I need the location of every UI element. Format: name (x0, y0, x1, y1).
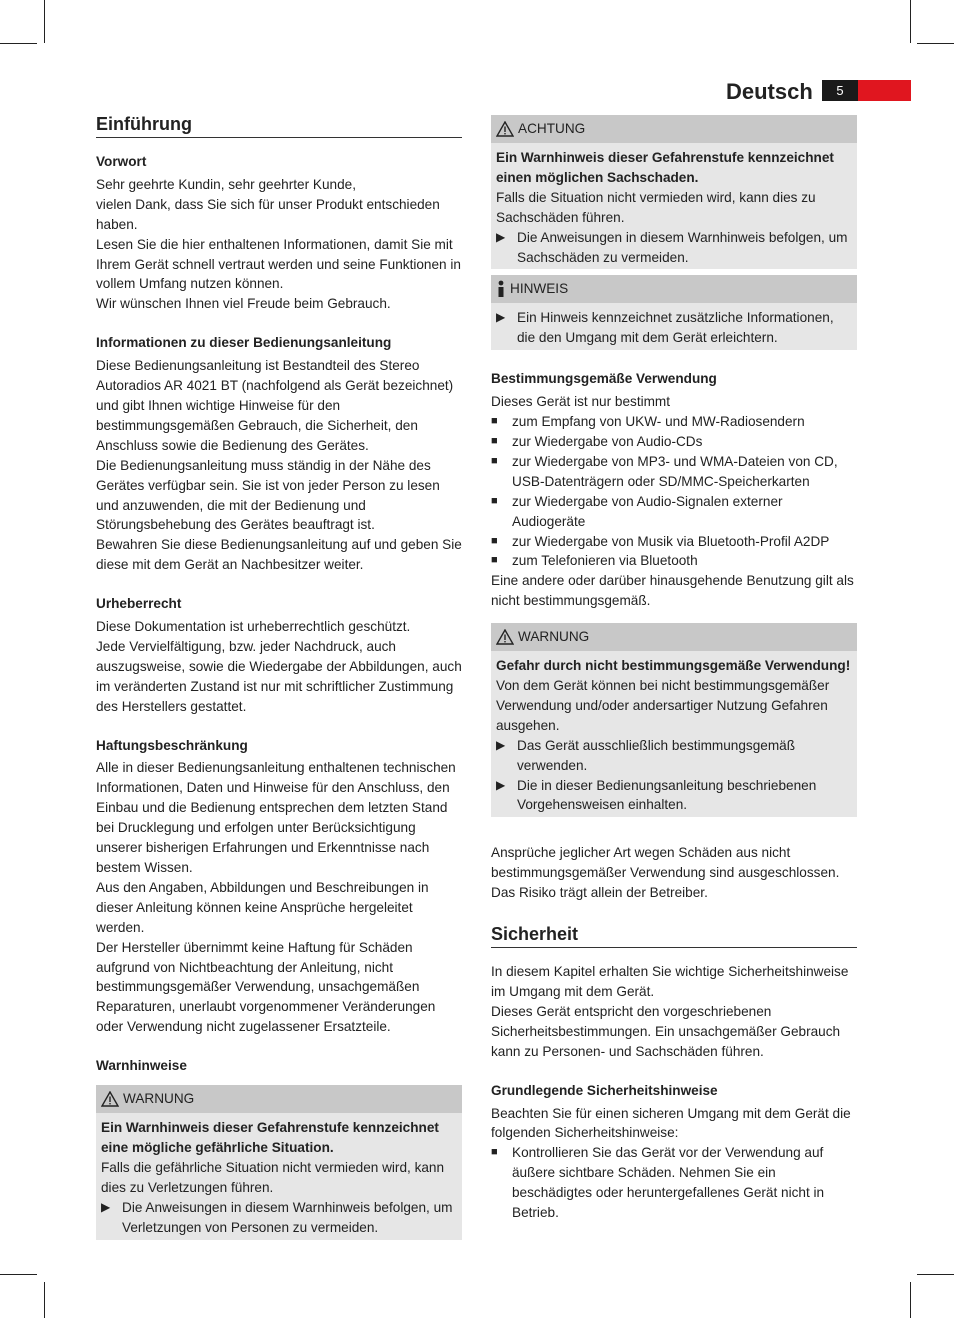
heading-bestimmung: Bestimmungsgemäße Verwendung (491, 371, 717, 387)
info-icon (496, 280, 506, 298)
paragraph: Die Bedienungsanleitung muss ständig in der Nähe des Gerätes verfügbar sein. Sie ist von jeder Person zu lesen und anzuwenden, die mit der Bedienung und Störungsbehebung des Gerätes beauftragt ist. (96, 457, 440, 533)
section-title-sicherheit: Sicherheit (491, 922, 857, 948)
warning-label: WARNUNG (518, 629, 590, 645)
warning-text: Von dem Gerät können bei nicht bestimmungsgemäßer Verwendung und/oder andersartiger Nutzung Gefahren ausgehen. (496, 678, 830, 733)
warning-strong: Ein Warnhinweis dieser Gefahrenstufe kennzeichnet eine mögliche gefährliche Situation. (101, 1120, 439, 1155)
crop-mark (917, 1274, 954, 1275)
left-column (96, 112, 462, 1240)
paragraph: Bewahren Sie diese Bedienungsanleitung auf und geben Sie diese mit dem Gerät an Nachbesitzer weiter. (96, 537, 462, 573)
square-bullet-icon: ■ (491, 1146, 498, 1159)
paragraph: Jede Vervielfältigung, bzw. jeder Nachdruck, auch auszugsweise, sowie die Wiedergabe der Abbildungen, auch im veränderten Zustand ist nur mit schriftlicher Zustimmung des Herstellers gestattet. (96, 638, 462, 714)
paragraph: Eine andere oder darüber hinausgehende Benutzung gilt als nicht bestimmungsgemäß. (491, 573, 854, 609)
paragraph: Beachten Sie für einen sicheren Umgang mit dem Gerät die folgenden Sicherheitshinweise: (491, 1105, 851, 1141)
caution-strong: Ein Warnhinweis dieser Gefahrenstufe kennzeichnet einen möglichen Sachschaden. (496, 150, 834, 185)
action-item: ▶ Das Gerät ausschließlich bestimmungsgemäß verwenden. (496, 736, 852, 776)
caution-box (491, 115, 857, 269)
language-title: Deutsch (726, 79, 813, 104)
arrow-right-icon: ▶ (496, 229, 506, 244)
warning-box-header (491, 623, 857, 651)
paragraph: Dieses Gerät entspricht den vorgeschriebenen Sicherheitsbestimmungen. Ein unsachgemäßer Gebrauch kann zu Personen- und Sachschäden führen. (491, 1003, 841, 1059)
action-item: ▶ Ein Hinweis kennzeichnet zusätzliche Informationen, die den Umgang mit dem Gerät erleichtern. (496, 308, 852, 348)
action-item: ▶ Die Anweisungen in diesem Warnhinweis befolgen, um Sachschäden zu vermeiden. (496, 228, 852, 268)
list-item: ■ zum Empfang von UKW- und MW-Radiosendern (491, 412, 857, 432)
square-bullet-icon: ■ (491, 534, 498, 547)
warning-strong: Gefahr durch nicht bestimmungsgemäße Verwendung! (496, 658, 851, 674)
square-bullet-icon: ■ (491, 554, 498, 567)
warning-box-header (96, 1085, 462, 1113)
section-title-einfuehrung: Einführung (96, 112, 462, 138)
square-bullet-icon: ■ (491, 454, 498, 467)
action-item: ▶ Die in dieser Bedienungsanleitung beschriebenen Vorgehensweisen einhalten. (496, 776, 852, 816)
square-bullet-icon: ■ (491, 494, 498, 507)
crop-mark (910, 0, 911, 43)
warning-triangle-icon (496, 121, 514, 137)
paragraph: Diese Dokumentation ist urheberrechtlich geschützt. (96, 619, 411, 635)
warning-label: WARNUNG (123, 1091, 195, 1107)
paragraph: Dieses Gerät ist nur bestimmt (491, 394, 671, 410)
paragraph: Diese Bedienungsanleitung ist Bestandteil des Stereo Autoradios AR 4021 BT (nachfolgend als Gerät bezeichnet) und gibt Ihnen wichtige Hinweise für den bestimmungsgemäßen Gebrauch, die Sicherheit, den Anschluss sowie die Bedienung des Gerätes. (96, 358, 454, 453)
crop-mark (0, 1274, 37, 1275)
page-number: 5 (822, 80, 858, 101)
note-label: HINWEIS (510, 281, 569, 297)
paragraph: Sehr geehrte Kundin, sehr geehrter Kunde, (96, 176, 356, 192)
warning-box (491, 623, 857, 817)
warning-triangle-icon (496, 629, 514, 645)
heading-grundlegende: Grundlegende Sicherheitshinweise (491, 1082, 718, 1098)
paragraph: Der Hersteller übernimmt keine Haftung für Schäden aufgrund von Nichtbeachtung der Anleitung, nicht bestimmungsgemäßer Verwendung, unsachgemäßen Reparaturen, unerlaubt vorgenommener Veränderungen oder Verwendung nicht zugelassener Ersatzteile. (96, 939, 436, 1035)
arrow-right-icon: ▶ (496, 777, 506, 792)
list-item: ■ zur Wiedergabe von Audio-CDs (491, 432, 857, 452)
paragraph: Aus den Angaben, Abbildungen und Beschreibungen in dieser Anleitung können keine Ansprüche hergeleitet werden. (96, 879, 429, 935)
crop-mark (917, 43, 954, 44)
caution-text: Falls die Situation nicht vermieden wird, kann dies zu Sachschäden führen. (496, 189, 816, 225)
caution-label: ACHTUNG (518, 121, 586, 136)
square-bullet-icon: ■ (491, 434, 498, 447)
paragraph: Alle in dieser Bedienungsanleitung enthaltenen technischen Informationen, Daten und Hinweise für den Anschluss, den Einbau und die Bedienung entsprechen dem letzten Stand bei Drucklegung und erfolgen unter Berücksichtigung unserer bisherigen Erfahrungen und Erkenntnisse nach bestem Wissen. (96, 760, 456, 875)
arrow-right-icon: ▶ (101, 1199, 111, 1214)
caution-box-header (491, 115, 857, 143)
list-item: ■ zur Wiedergabe von Audio-Signalen externer Audiogeräte (491, 492, 857, 532)
list-item: ■ zum Telefonieren via Bluetooth (491, 551, 857, 571)
paragraph: Das Risiko trägt allein der Betreiber. (491, 885, 708, 901)
note-box-header (491, 275, 857, 303)
paragraph: vielen Dank, dass Sie sich für unser Produkt entschieden haben. (96, 196, 440, 232)
right-column (491, 115, 857, 1223)
warning-triangle-icon (101, 1091, 119, 1107)
heading-info: Informationen zu dieser Bedienungsanleitung (96, 335, 392, 351)
warning-text: Falls die gefährliche Situation nicht vermieden wird, kann dies zu Verletzungen führen. (101, 1159, 445, 1195)
note-box (491, 275, 857, 350)
crop-mark (44, 1282, 45, 1318)
paragraph: Wir wünschen Ihnen viel Freude beim Gebrauch. (96, 296, 391, 312)
paragraph: Ansprüche jeglicher Art wegen Schäden aus nicht bestimmungsgemäßer Verwendung sind ausgeschlossen. (491, 845, 840, 881)
list-item: ■ zur Wiedergabe von MP3- und WMA-Dateien von CD, USB-Datenträgern oder SD/MMC-Speicherkarten (491, 452, 857, 492)
warning-box (96, 1085, 462, 1239)
list-item: ■ zur Wiedergabe von Musik via Bluetooth-Profil A2DP (491, 532, 857, 552)
heading-warnhinweise: Warnhinweise (96, 1058, 187, 1074)
square-bullet-icon: ■ (491, 415, 498, 428)
heading-haftung: Haftungsbeschränkung (96, 737, 248, 753)
crop-mark (0, 43, 37, 44)
list-item: ■ Kontrollieren Sie das Gerät vor der Verwendung auf äußere sichtbare Schäden. Nehmen Sie ein beschädigtes oder heruntergefallenes Gerät nicht in Betrieb. (491, 1143, 857, 1223)
action-item: ▶ Die Anweisungen in diesem Warnhinweis befolgen, um Verletzungen von Personen zu vermeiden. (101, 1198, 457, 1238)
heading-vorwort: Vorwort (96, 154, 147, 169)
paragraph: In diesem Kapitel erhalten Sie wichtige Sicherheitshinweise im Umgang mit dem Gerät. (491, 964, 849, 999)
paragraph: Lesen Sie die hier enthaltenen Informationen, damit Sie mit Ihrem Gerät schnell vertraut werden und seine Funktionen in vollem Umfang nutzen können. (96, 236, 461, 292)
accent-bar (858, 80, 911, 101)
arrow-right-icon: ▶ (496, 737, 506, 752)
heading-urheberrecht: Urheberrecht (96, 596, 182, 612)
arrow-right-icon: ▶ (496, 310, 506, 325)
crop-mark (44, 0, 45, 43)
crop-mark (910, 1282, 911, 1318)
